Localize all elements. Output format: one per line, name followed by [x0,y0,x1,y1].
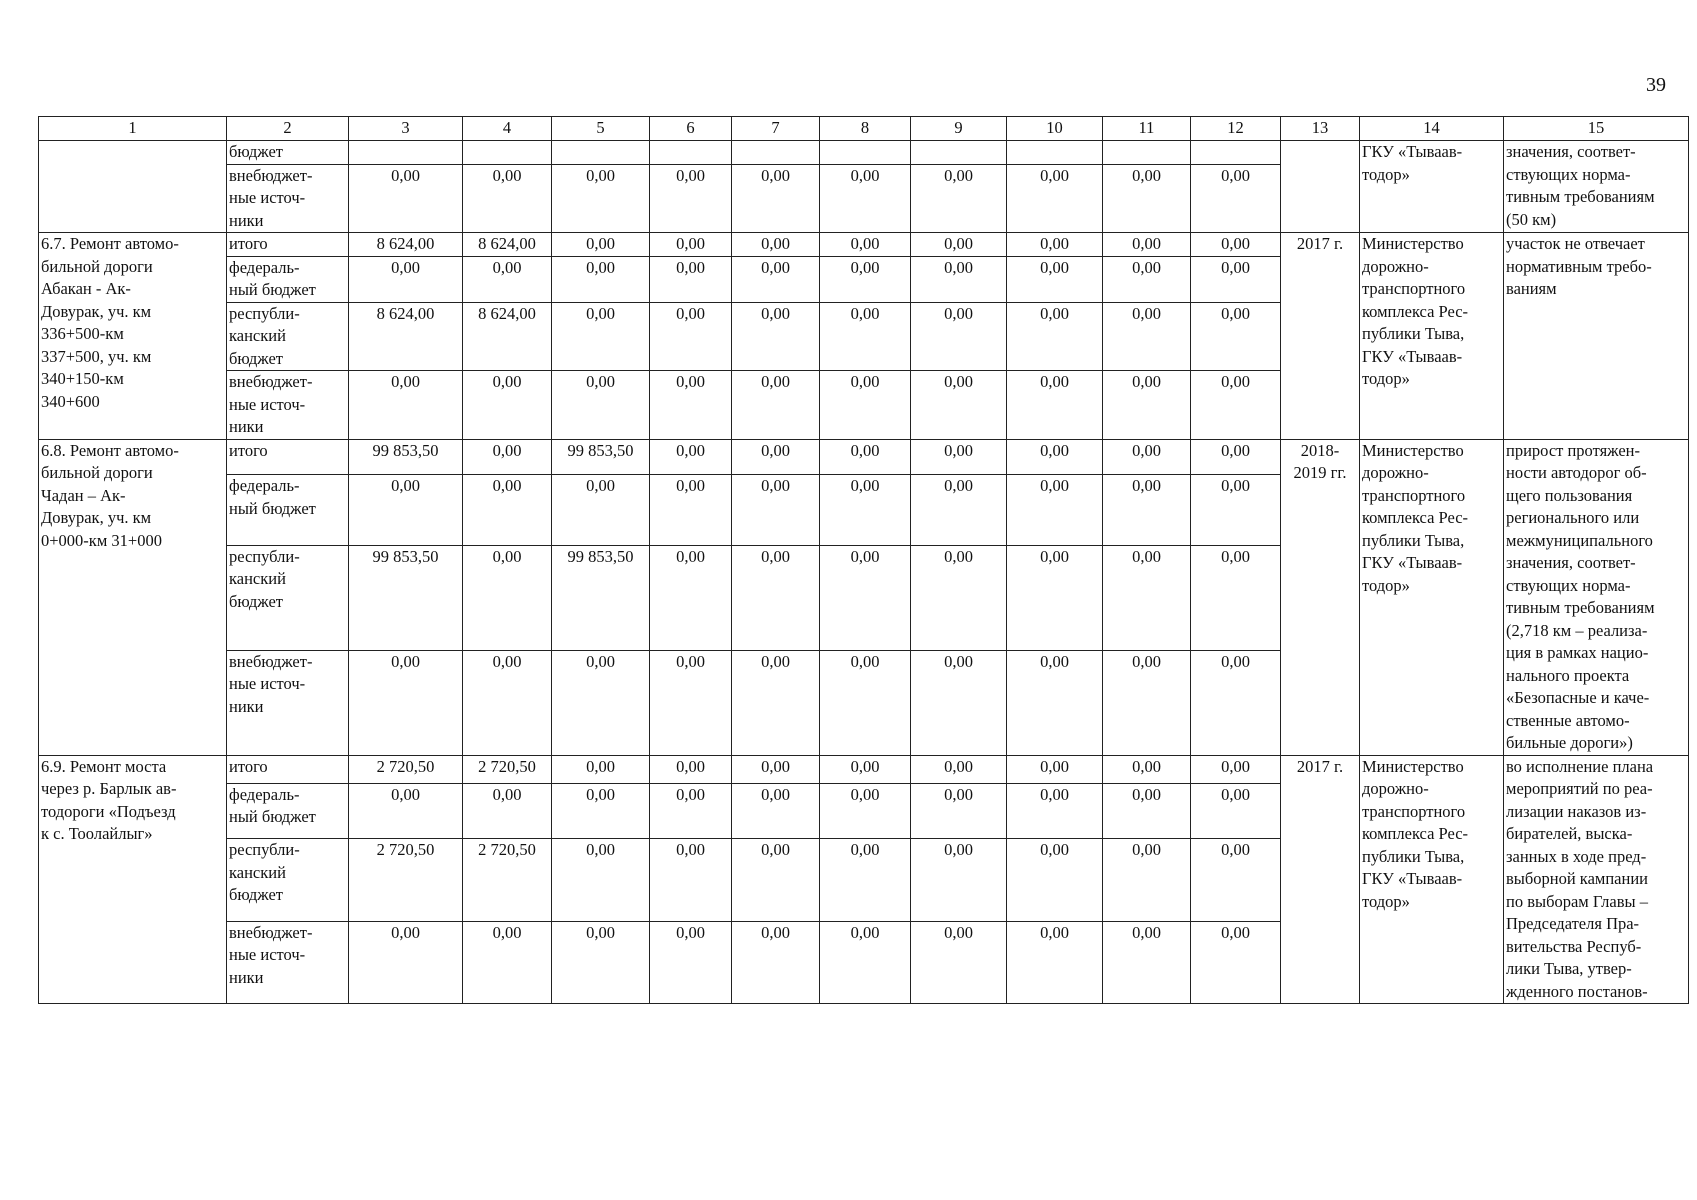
amount-cell: 99 853,50 [349,439,463,475]
amount-cell: 2 720,50 [349,839,463,921]
amount-cell: 0,00 [1103,755,1191,783]
amount-cell: 0,00 [1103,839,1191,921]
amount-cell: 0,00 [650,256,732,302]
amount-cell: 0,00 [1191,783,1281,838]
funding-source: республи- канский бюджет [227,545,349,650]
amount-cell [552,141,650,165]
amount-cell: 0,00 [650,650,732,755]
amount-cell: 8 624,00 [349,233,463,257]
column-number: 4 [463,117,552,141]
column-number: 7 [732,117,820,141]
amount-cell: 0,00 [732,839,820,921]
measure-name-cell: 6.8. Ремонт автомо- бильной дороги Чадан – Ак- Довурак, уч. км 0+000-км 31+000 [39,439,227,755]
amount-cell: 0,00 [552,783,650,838]
amount-cell: 0,00 [820,475,911,545]
amount-cell: 0,00 [1007,650,1103,755]
amount-cell: 0,00 [732,545,820,650]
amount-cell: 0,00 [1191,439,1281,475]
amount-cell: 0,00 [820,755,911,783]
table-row [39,755,1689,783]
amount-cell: 2 720,50 [463,839,552,921]
period-cell: 2017 г. [1281,755,1360,1004]
amount-cell: 0,00 [1191,256,1281,302]
column-number: 2 [227,117,349,141]
amount-cell: 0,00 [1103,164,1191,233]
funding-source: внебюджет- ные источ- ники [227,371,349,440]
amount-cell: 0,00 [1191,302,1281,371]
amount-cell: 0,00 [732,439,820,475]
amount-cell: 0,00 [650,839,732,921]
amount-cell: 0,00 [1103,921,1191,1003]
funding-source: внебюджет- ные источ- ники [227,164,349,233]
funding-source: федераль- ный бюджет [227,475,349,545]
amount-cell: 99 853,50 [552,545,650,650]
amount-cell [820,141,911,165]
amount-cell: 0,00 [463,256,552,302]
amount-cell: 8 624,00 [349,302,463,371]
amount-cell: 0,00 [820,439,911,475]
executor-cell: Министерство дорожно- транспортного комплекса Рес- публики Тыва, ГКУ «Тываав- тодор» [1360,755,1504,1004]
period-cell [1281,141,1360,233]
amount-cell: 0,00 [732,650,820,755]
amount-cell: 0,00 [911,233,1007,257]
amount-cell: 0,00 [552,755,650,783]
amount-cell: 0,00 [820,256,911,302]
column-number: 15 [1504,117,1689,141]
amount-cell [1007,141,1103,165]
column-number: 6 [650,117,732,141]
amount-cell: 0,00 [650,233,732,257]
amount-cell: 0,00 [820,545,911,650]
amount-cell: 0,00 [552,475,650,545]
amount-cell: 0,00 [911,921,1007,1003]
amount-cell: 0,00 [1191,164,1281,233]
amount-cell: 0,00 [650,755,732,783]
amount-cell: 0,00 [820,371,911,440]
amount-cell: 0,00 [911,755,1007,783]
amount-cell: 0,00 [1007,439,1103,475]
amount-cell: 0,00 [552,302,650,371]
amount-cell: 2 720,50 [463,755,552,783]
measure-name-cell: 6.7. Ремонт автомо- бильной дороги Абакан - Ак- Довурак, уч. км 336+500-км 337+500, уч. км 340+150-км 340+600 [39,233,227,440]
amount-cell: 0,00 [1103,545,1191,650]
amount-cell: 0,00 [1191,650,1281,755]
amount-cell: 0,00 [552,650,650,755]
amount-cell: 0,00 [463,475,552,545]
amount-cell: 0,00 [463,545,552,650]
amount-cell: 0,00 [1103,371,1191,440]
amount-cell: 0,00 [911,371,1007,440]
amount-cell: 0,00 [820,302,911,371]
table-row [39,141,1689,165]
funding-source: итого [227,233,349,257]
amount-cell: 0,00 [911,650,1007,755]
amount-cell: 0,00 [1007,545,1103,650]
amount-cell: 0,00 [650,439,732,475]
amount-cell: 0,00 [650,371,732,440]
amount-cell: 0,00 [1191,921,1281,1003]
page-number: 39 [1646,74,1666,96]
amount-cell: 0,00 [1007,755,1103,783]
amount-cell: 0,00 [732,233,820,257]
amount-cell: 0,00 [820,783,911,838]
column-number: 12 [1191,117,1281,141]
amount-cell [911,141,1007,165]
amount-cell: 0,00 [1007,783,1103,838]
amount-cell: 0,00 [820,650,911,755]
amount-cell: 0,00 [463,164,552,233]
column-number: 8 [820,117,911,141]
table-row [39,439,1689,475]
column-number: 3 [349,117,463,141]
amount-cell: 0,00 [1103,439,1191,475]
amount-cell [1103,141,1191,165]
amount-cell: 0,00 [1191,371,1281,440]
amount-cell: 0,00 [650,475,732,545]
amount-cell: 0,00 [1007,475,1103,545]
column-number: 10 [1007,117,1103,141]
amount-cell: 0,00 [732,921,820,1003]
measure-name-cell [39,141,227,233]
amount-cell: 0,00 [552,256,650,302]
amount-cell: 0,00 [552,371,650,440]
amount-cell: 0,00 [820,164,911,233]
amount-cell: 0,00 [463,439,552,475]
amount-cell: 0,00 [650,783,732,838]
amount-cell: 0,00 [820,839,911,921]
amount-cell: 0,00 [1191,545,1281,650]
amount-cell: 0,00 [1191,475,1281,545]
amount-cell: 0,00 [349,783,463,838]
amount-cell: 0,00 [732,783,820,838]
amount-cell: 0,00 [911,439,1007,475]
amount-cell: 0,00 [552,164,650,233]
amount-cell: 0,00 [1191,233,1281,257]
amount-cell: 0,00 [349,921,463,1003]
measure-name-cell: 6.9. Ремонт моста через р. Барлык ав- тодороги «Подъезд к с. Тоолайлыг» [39,755,227,1004]
amount-cell: 0,00 [1191,755,1281,783]
executor-cell: Министерство дорожно- транспортного комплекса Рес- публики Тыва, ГКУ «Тываав- тодор» [1360,233,1504,440]
funding-source: внебюджет- ные источ- ники [227,650,349,755]
amount-cell: 0,00 [1191,839,1281,921]
column-number: 5 [552,117,650,141]
amount-cell: 0,00 [732,371,820,440]
amount-cell: 0,00 [1103,475,1191,545]
amount-cell: 0,00 [911,164,1007,233]
amount-cell: 0,00 [1103,302,1191,371]
amount-cell: 99 853,50 [349,545,463,650]
amount-cell: 99 853,50 [552,439,650,475]
amount-cell: 0,00 [911,475,1007,545]
table-row [39,233,1689,257]
column-number: 13 [1281,117,1360,141]
amount-cell: 0,00 [650,302,732,371]
amount-cell: 0,00 [911,302,1007,371]
amount-cell [1191,141,1281,165]
amount-cell [732,141,820,165]
amount-cell: 0,00 [820,233,911,257]
funding-source: федераль- ный бюджет [227,256,349,302]
amount-cell: 0,00 [349,475,463,545]
amount-cell: 0,00 [732,256,820,302]
amount-cell: 0,00 [1007,233,1103,257]
amount-cell: 0,00 [349,371,463,440]
amount-cell: 0,00 [732,475,820,545]
amount-cell: 0,00 [463,650,552,755]
funding-source: бюджет [227,141,349,165]
result-cell: во исполнение плана мероприятий по реа- лизации наказов из- бирателей, выска- занных в ходе пред- выборной кампании по выборам Главы – Председателя Пра- вительства Респуб- лики Тыва, утвер- жденного постанов- [1504,755,1689,1004]
amount-cell: 0,00 [1007,164,1103,233]
amount-cell: 0,00 [1103,233,1191,257]
amount-cell: 0,00 [650,921,732,1003]
funding-source: итого [227,755,349,783]
executor-cell: Министерство дорожно- транспортного комплекса Рес- публики Тыва, ГКУ «Тываав- тодор» [1360,439,1504,755]
result-cell: участок не отвечает нормативным требо- ваниям [1504,233,1689,440]
amount-cell: 8 624,00 [463,302,552,371]
amount-cell: 0,00 [552,233,650,257]
amount-cell: 0,00 [552,839,650,921]
amount-cell: 0,00 [463,783,552,838]
amount-cell [463,141,552,165]
amount-cell: 0,00 [1007,302,1103,371]
amount-cell: 0,00 [650,164,732,233]
amount-cell: 8 624,00 [463,233,552,257]
amount-cell: 0,00 [732,755,820,783]
amount-cell: 0,00 [1007,256,1103,302]
amount-cell: 0,00 [820,921,911,1003]
amount-cell: 0,00 [650,545,732,650]
amount-cell: 0,00 [911,256,1007,302]
amount-cell: 0,00 [463,921,552,1003]
amount-cell: 0,00 [1007,839,1103,921]
amount-cell: 0,00 [911,839,1007,921]
column-number-row [39,117,1689,141]
amount-cell: 0,00 [552,921,650,1003]
funding-source: внебюджет- ные источ- ники [227,921,349,1003]
result-cell: прирост протяжен- ности автодорог об- щего пользования регионального или межмуниципального значения, соответ- ствующих норма- тивным требованиям (2,718 км – реализа- ция в рамках нацио- нального проекта «Безопасные и каче- ственные автомо- бильные дороги») [1504,439,1689,755]
amount-cell [349,141,463,165]
amount-cell: 0,00 [1103,650,1191,755]
amount-cell: 0,00 [463,371,552,440]
column-number: 9 [911,117,1007,141]
amount-cell: 0,00 [1007,921,1103,1003]
period-cell: 2017 г. [1281,233,1360,440]
amount-cell [650,141,732,165]
funding-source: республи- канский бюджет [227,302,349,371]
funding-source: федераль- ный бюджет [227,783,349,838]
amount-cell: 0,00 [911,783,1007,838]
amount-cell: 0,00 [349,164,463,233]
budget-table [38,116,1689,1004]
amount-cell: 0,00 [1103,783,1191,838]
amount-cell: 0,00 [732,164,820,233]
column-number: 14 [1360,117,1504,141]
executor-cell: ГКУ «Тываав- тодор» [1360,141,1504,233]
column-number: 1 [39,117,227,141]
period-cell: 2018- 2019 гг. [1281,439,1360,755]
amount-cell: 0,00 [1007,371,1103,440]
column-number: 11 [1103,117,1191,141]
funding-source: итого [227,439,349,475]
amount-cell: 2 720,50 [349,755,463,783]
amount-cell: 0,00 [1103,256,1191,302]
amount-cell: 0,00 [911,545,1007,650]
funding-source: республи- канский бюджет [227,839,349,921]
amount-cell: 0,00 [349,256,463,302]
result-cell: значения, соответ- ствующих норма- тивным требованиям (50 км) [1504,141,1689,233]
amount-cell: 0,00 [732,302,820,371]
amount-cell: 0,00 [349,650,463,755]
